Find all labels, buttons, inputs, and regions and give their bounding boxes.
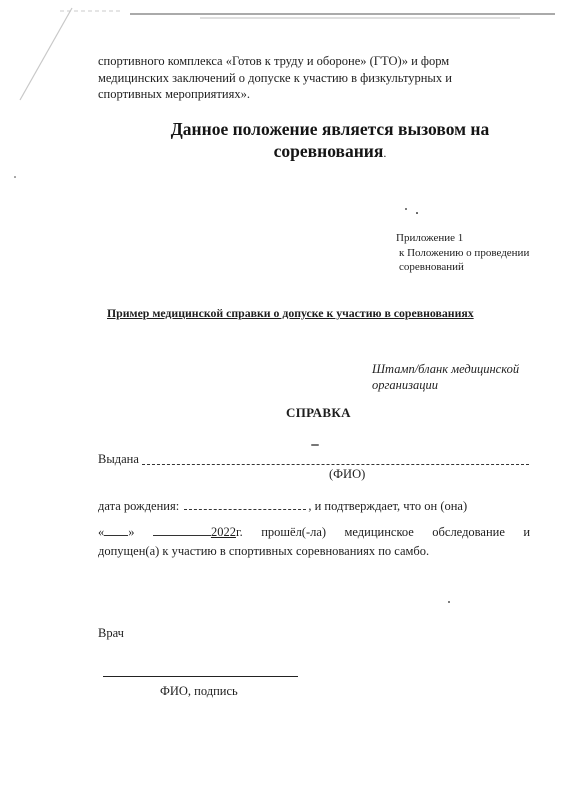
scan-speck [405,208,407,210]
heading-line-1: Данное положение является вызовом на [170,119,490,139]
exam-text-2: допущен(а) к участию в спортивных соревнованиях по самбо. [98,544,430,558]
intro-line-2: медицинских заключений о допуске к участию в физкультурных и [98,70,452,85]
stamp-line-1: Штамп/бланк медицинской [372,362,520,376]
exam-text-1: г. прошёл(-ла) медицинское обследование и [235,525,531,539]
scan-artifact-lines [0,0,573,30]
example-title: Пример медицинской справки о допуске к участию в соревнованиях [107,306,474,320]
stamp-line-2: организации [372,378,438,392]
certificate-title: СПРАВКА [286,405,351,420]
appendix-line-3: соревнований [399,261,464,273]
close-quote: » [128,525,135,539]
scan-speck [311,444,319,446]
exam-date-month-year [153,525,530,539]
birth-date-label: дата рождения: [98,499,180,513]
signature-line [103,676,298,677]
doctor-label: Врач [98,626,124,640]
birth-date-suffix: , и подтверждает, что он (она) [308,499,468,513]
stamp-placeholder [372,361,542,393]
invitation-heading [130,118,530,164]
scan-speck [416,212,418,214]
appendix-note [396,231,546,275]
fio-hint: (ФИО) [329,467,366,481]
month-blank [153,523,211,536]
appendix-line-1: Приложение 1 [396,232,464,244]
birth-date-row [98,498,467,514]
exam-date-row [98,520,530,544]
appendix-line-2: к Положению о проведении [399,246,530,259]
issued-label: Выдана [98,452,139,466]
signature-caption: ФИО, подпись [160,684,238,698]
scan-speck [14,176,16,178]
scan-artifact-diagonal [0,0,80,110]
heading-dot: . [383,146,387,160]
exam-year: 2022 [210,525,236,539]
diagonal-stroke [20,8,72,100]
heading-line-2-wrap [130,140,530,164]
exam-date-day [98,525,135,539]
open-quote: « [98,525,105,539]
scan-speck [448,601,450,603]
day-blank [104,523,128,536]
issued-to-blank [142,464,529,465]
heading-line-2: соревнования [273,141,384,161]
intro-paragraph [98,53,530,103]
intro-line-3: спортивных мероприятиях». [98,87,250,101]
intro-line-1: спортивного комплекса «Готов к труду и обороне» (ГТО)» и форм [98,54,450,68]
birth-date-blank [184,498,306,510]
